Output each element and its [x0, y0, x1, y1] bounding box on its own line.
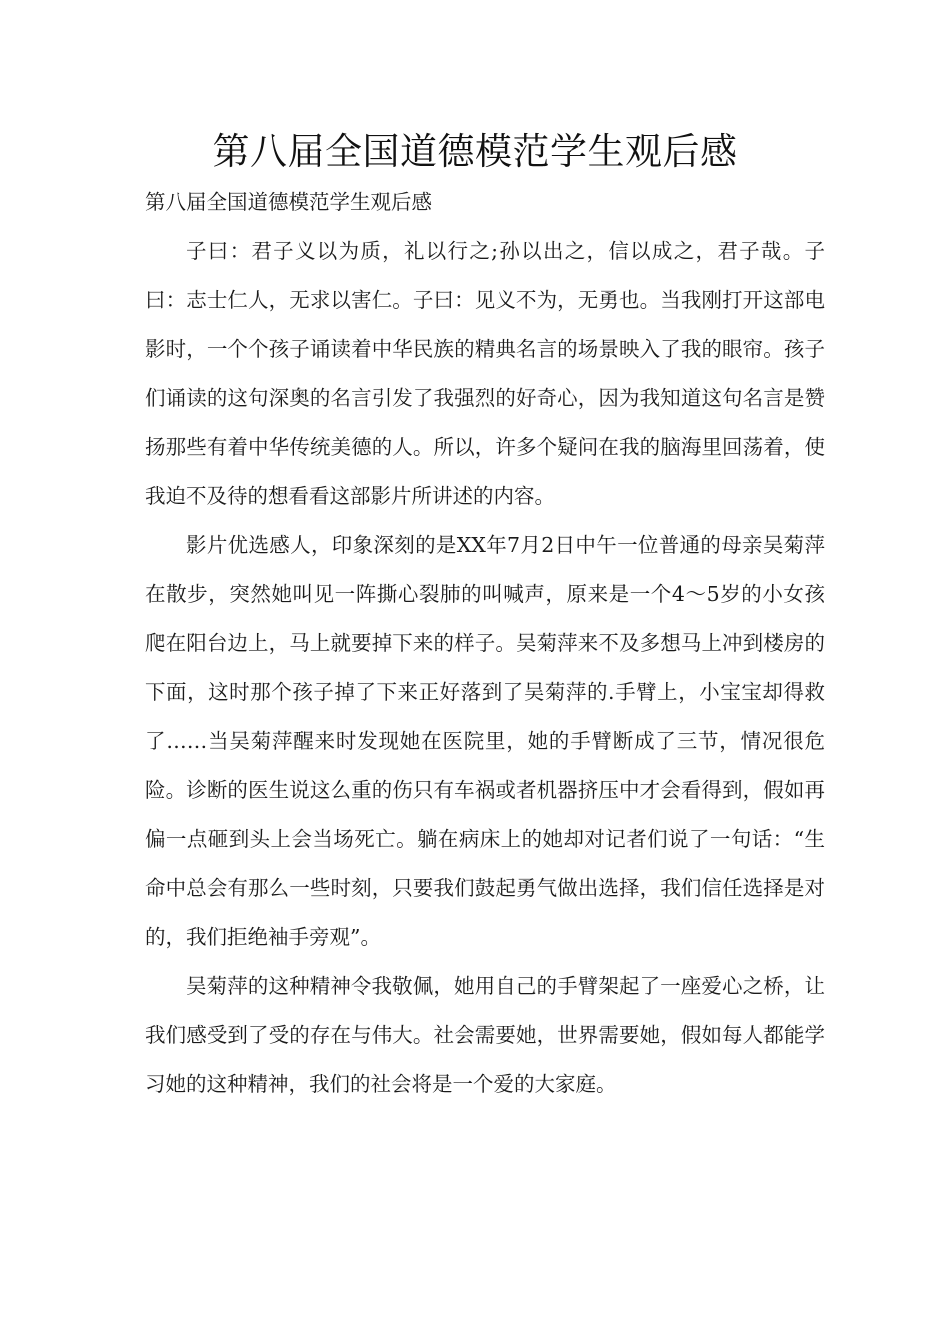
document-body: [145, 178, 825, 1109]
paragraph-2: 影片优选感人，印象深刻的是XX年7月2日中午一位普通的母亲吴菊萍在散步，突然她叫见一阵撕心裂肺的叫喊声，原来是一个4～5岁的小女孩爬在阳台边上，马上就要掉下来的样子。吴菊萍来不及多想马上冲到楼房的下面，这时那个孩子掉了下来正好落到了吴菊萍的.手臂上，小宝宝却得救了……当吴菊萍醒来时发现她在医院里，她的手臂断成了三节，情况很危险。诊断的医生说这么重的伤只有车祸或者机器挤压中才会看得到，假如再偏一点砸到头上会当场死亡。躺在病床上的她却对记者们说了一句话：“生命中总会有那么一些时刻，只要我们鼓起勇气做出选择，我们信任选择是对的，我们拒绝袖手旁观”。: [145, 533, 825, 949]
paragraph-3: 吴菊萍的这种精神令我敬佩，她用自己的手臂架起了一座爱心之桥，让我们感受到了受的存在与伟大。社会需要她，世界需要她，假如每人都能学习她的这种精神，我们的社会将是一个爱的大家庭。: [145, 974, 825, 1096]
document-subtitle: 第八届全国道德模范学生观后感: [145, 190, 432, 214]
document-title: 第八届全国道德模范学生观后感: [212, 130, 738, 173]
paragraph-1: 子曰：君子义以为质，礼以行之;孙以出之，信以成之，君子哉。子曰：志士仁人，无求以害仁。子曰：见义不为，无勇也。当我刚打开这部电影时，一个个孩子诵读着中华民族的精典名言的场景映入了我的眼帘。孩子们诵读的这句深奥的名言引发了我强烈的好奇心，因为我知道这句名言是赞扬那些有着中华传统美德的人。所以，许多个疑问在我的脑海里回荡着，使我迫不及待的想看看这部影片所讲述的内容。: [145, 239, 825, 508]
